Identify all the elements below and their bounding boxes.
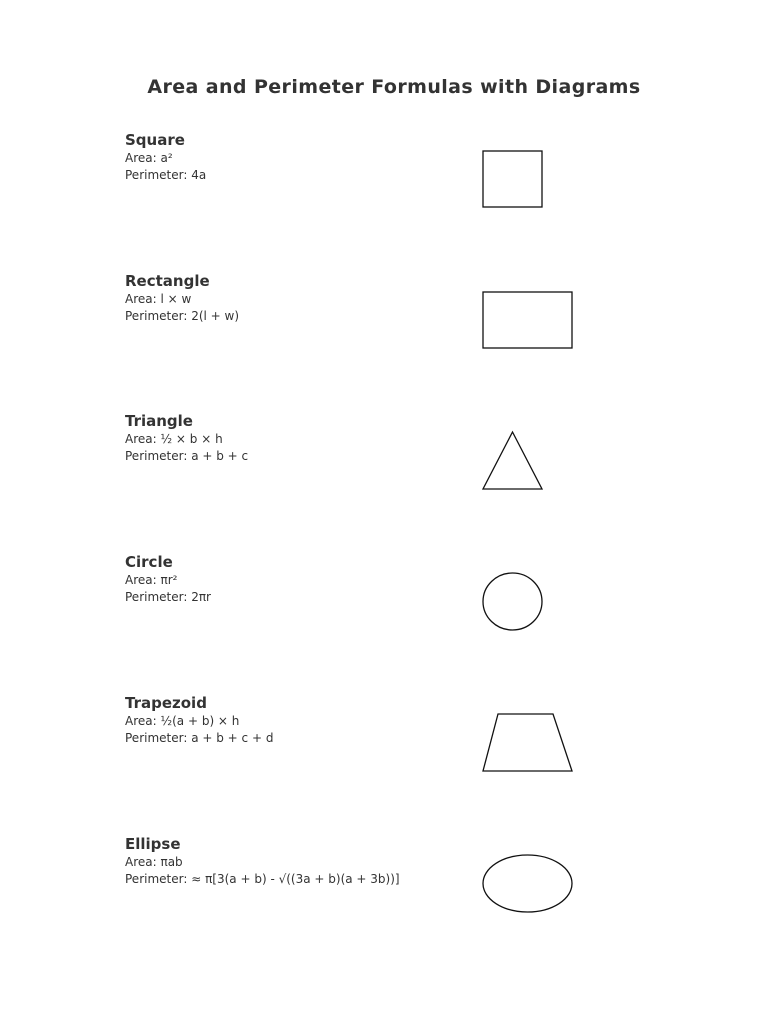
circle-diagram-icon bbox=[481, 563, 601, 643]
ellipse-diagram-icon bbox=[481, 845, 601, 925]
ellipse-heading: Ellipse bbox=[125, 835, 181, 853]
circle-area-formula: Area: πr² bbox=[125, 573, 178, 587]
rectangle-section bbox=[125, 272, 645, 402]
triangle-area-formula: Area: ½ × b × h bbox=[125, 432, 223, 446]
triangle-heading: Triangle bbox=[125, 412, 193, 430]
rectangle-diagram-icon bbox=[481, 282, 601, 362]
square-section bbox=[125, 131, 645, 261]
ellipse-section bbox=[125, 835, 645, 965]
ellipse-perimeter-formula: Perimeter: ≈ π[3(a + b) - √((3a + b)(a + 3b))] bbox=[125, 872, 400, 886]
rectangle-perimeter-formula: Perimeter: 2(l + w) bbox=[125, 309, 240, 323]
trapezoid-heading: Trapezoid bbox=[125, 694, 207, 712]
ellipse-shape bbox=[483, 855, 572, 912]
square-heading: Square bbox=[125, 131, 185, 149]
triangle-perimeter-formula: Perimeter: a + b + c bbox=[125, 449, 249, 463]
trapezoid-area-formula: Area: ½(a + b) × h bbox=[125, 714, 240, 728]
page-title: Area and Perimeter Formulas with Diagrams bbox=[147, 76, 641, 98]
rectangle-area-formula: Area: l × w bbox=[125, 292, 192, 306]
trapezoid-section bbox=[125, 694, 645, 824]
circle-heading: Circle bbox=[125, 553, 173, 571]
square-diagram-icon bbox=[481, 141, 601, 221]
triangle-diagram-icon bbox=[481, 422, 601, 502]
square-perimeter-formula: Perimeter: 4a bbox=[125, 168, 207, 182]
circle-shape bbox=[483, 573, 542, 630]
circle-perimeter-formula: Perimeter: 2πr bbox=[125, 590, 211, 604]
square-shape bbox=[483, 151, 542, 207]
square-area-formula: Area: a² bbox=[125, 151, 173, 165]
rectangle-shape bbox=[483, 292, 572, 348]
triangle-shape bbox=[483, 432, 542, 489]
trapezoid-diagram-icon bbox=[481, 704, 601, 784]
ellipse-area-formula: Area: πab bbox=[125, 855, 183, 869]
trapezoid-shape bbox=[483, 714, 572, 771]
triangle-section bbox=[125, 412, 645, 542]
rectangle-heading: Rectangle bbox=[125, 272, 210, 290]
trapezoid-perimeter-formula: Perimeter: a + b + c + d bbox=[125, 731, 274, 745]
circle-section bbox=[125, 553, 645, 683]
